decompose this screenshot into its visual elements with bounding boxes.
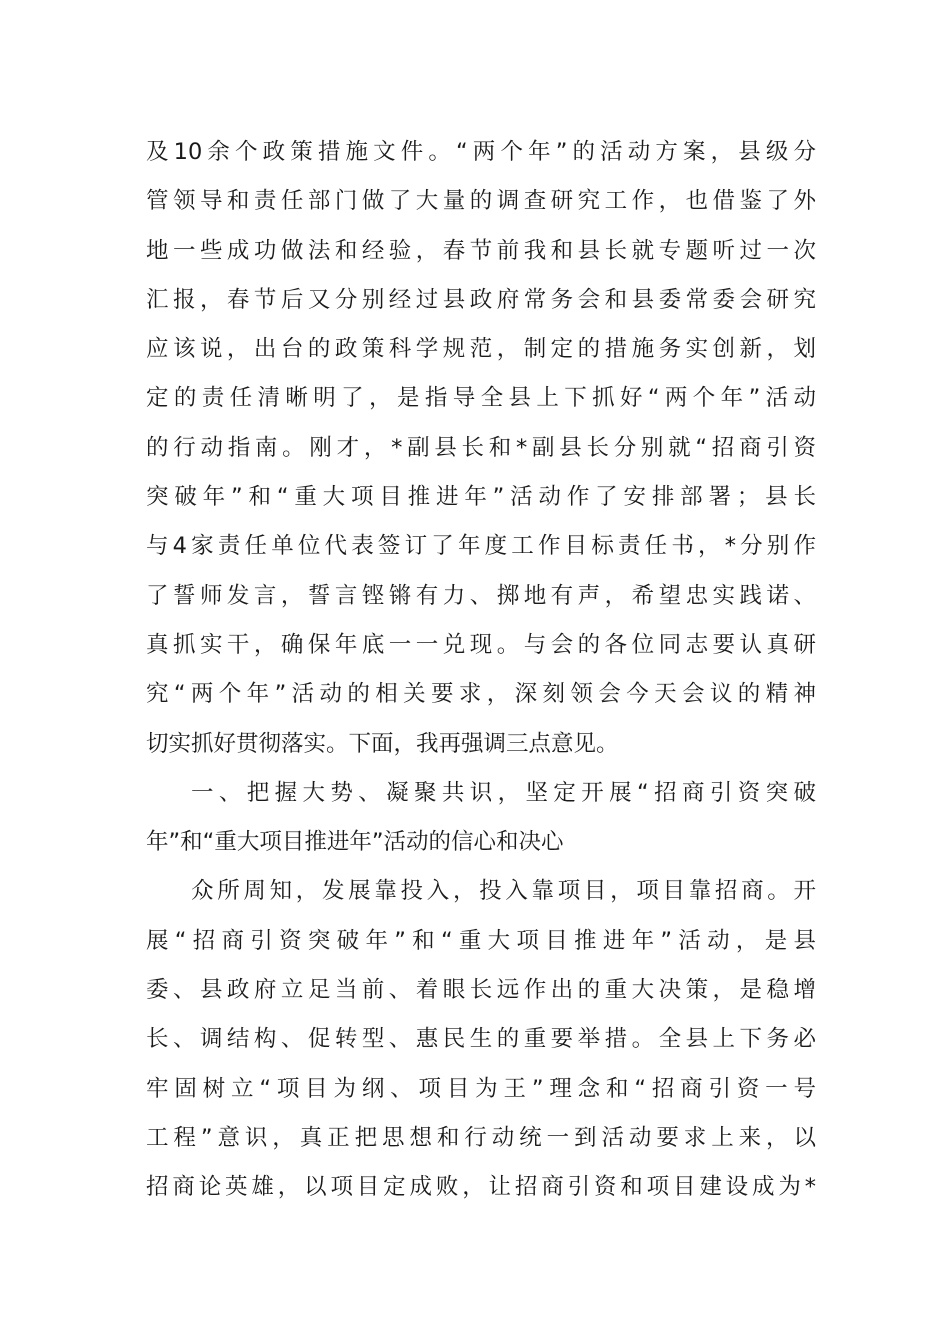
text-line: 突破年”和“重大项目推进年”活动作了安排部署；县长 [146, 484, 816, 511]
text-line: 究“两个年”活动的相关要求，深刻领会今天会议的精神 [146, 681, 816, 708]
text-line: 与4家责任单位代表签订了年度工作目标责任书，*分别作 [146, 533, 816, 560]
text-line: 众所周知，发展靠投入，投入靠项目，项目靠招商。开 [191, 878, 816, 905]
text-line: 招商论英雄，以项目定成败，让招商引资和项目建设成为* [146, 1174, 816, 1201]
section-heading: 年”和“重大项目推进年”活动的信心和决心 [146, 829, 564, 856]
body-text [146, 128, 816, 1213]
text-line: 工程”意识，真正把思想和行动统一到活动要求上来，以 [146, 1124, 816, 1151]
text-line: 汇报，春节后又分别经过县政府常务会和县委常委会研究 [146, 286, 816, 313]
text-line: 管领导和责任部门做了大量的调查研究工作，也借鉴了外 [146, 188, 816, 215]
text-line: 的行动指南。刚才，*副县长和*副县长分别就“招商引资 [146, 434, 816, 461]
text-line: 真抓实干，确保年底一一兑现。与会的各位同志要认真研 [146, 631, 816, 658]
text-line: 地一些成功做法和经验，春节前我和县长就专题听过一次 [146, 237, 816, 264]
text-line: 委、县政府立足当前、着眼长远作出的重大决策，是稳增 [146, 977, 816, 1004]
text-line: 切实抓好贯彻落实。下面，我再强调三点意见。 [146, 730, 619, 757]
section-heading: 一、把握大势、凝聚共识，坚定开展“招商引资突破 [191, 779, 816, 806]
text-line: 定的责任清晰明了，是指导全县上下抓好“两个年”活动 [146, 385, 816, 412]
text-line: 及10余个政策措施文件。“两个年”的活动方案，县级分 [146, 139, 816, 165]
text-line: 了誓师发言，誓言铿锵有力、掷地有声，希望忠实践诺、 [146, 582, 816, 609]
text-line: 牢固树立“项目为纲、项目为王”理念和“招商引资一号 [146, 1075, 816, 1102]
text-line: 应该说，出台的政策科学规范，制定的措施务实创新，划 [146, 336, 816, 363]
text-line: 长、调结构、促转型、惠民生的重要举措。全县上下务必 [146, 1026, 816, 1053]
text-line: 展“招商引资突破年”和“重大项目推进年”活动，是县 [146, 927, 816, 954]
